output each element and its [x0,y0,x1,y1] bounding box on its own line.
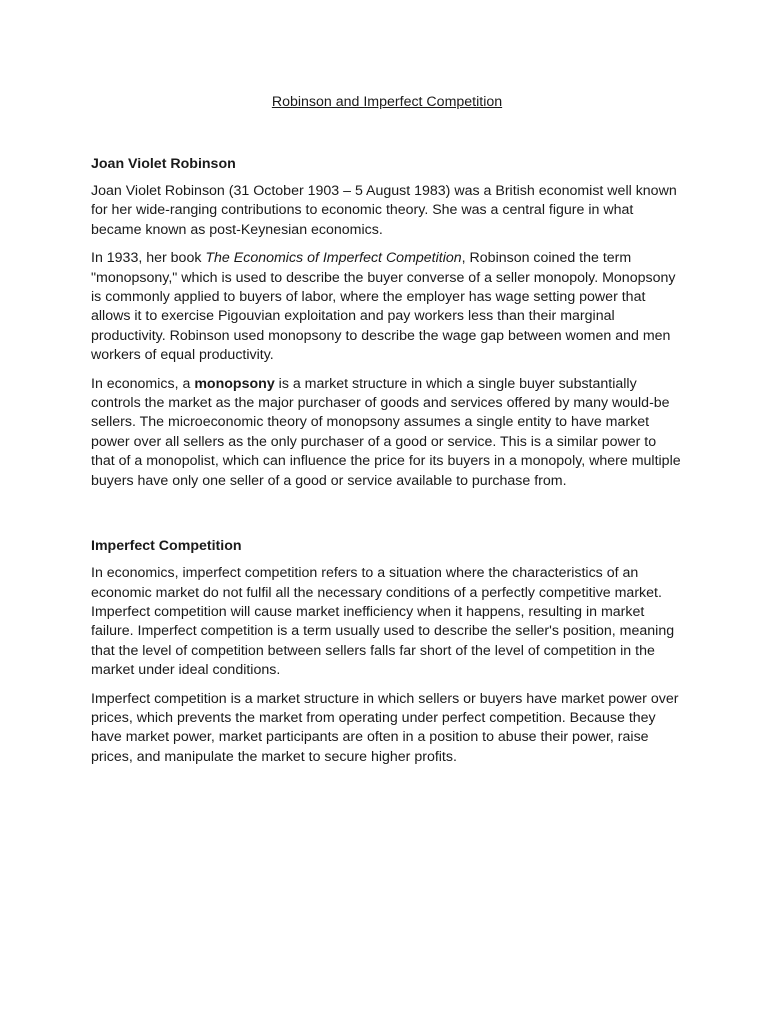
bold-term: monopsony [194,375,275,392]
paragraph [91,375,683,491]
text-run: is a market structure in which a single buyer substantially controls the market as the major purchaser of goods and services offered by many would-be sellers. The microeconomic theory of monopsony assumes a single entity to have market power over all sellers as the only purchaser of a good or service. This is a similar power to that of a monopolist, which can influence the price for its buyers in a monopoly, where multiple buyers have only one seller of a good or service available to purchase from. [91,375,681,489]
paragraph: Joan Violet Robinson (31 October 1903 – 5 August 1983) was a British economist well known for her wide-ranging contributions to economic theory. She was a central figure in what became known as post-Keynesian economics. [91,183,677,238]
section-heading: Imperfect Competition [91,538,242,555]
paragraph [91,249,683,365]
section-heading: Joan Violet Robinson [91,156,236,172]
section-robinson [91,154,683,491]
section-imperfect-competition [91,536,683,767]
text-run: In 1933, her book [91,250,206,267]
section-spacer [91,500,683,536]
document-title: Robinson and Imperfect Competition [271,94,503,110]
paragraph: In economics, imperfect competition refers to a situation where the characteristics of an economic market do not fulfil all the necessary conditions of a perfectly competitive market. Imperfect competition will cause market inefficiency when it happens, resulting in market failure. Imperfect competition is a term usually used to describe the seller's position, meaning that the level of competition between sellers falls far short of the level of competition in the market under ideal conditions. [91,565,675,679]
document-page [91,92,683,776]
paragraph: Imperfect competition is a market structure in which sellers or buyers have market power over prices, which prevents the market from operating under perfect competition. Because they have market power, market participants are often in a position to abuse their power, raise prices, and manipulate the market to secure higher profits. [91,690,679,765]
book-title-italic: The Economics of Imperfect Competition [205,250,462,267]
text-run: , Robinson coined the term "monopsony," which is used to describe the buyer converse of a seller monopoly. Monopsony is commonly applied to buyers of labor, where the employer has wage setting power that allows it to exercise Pigouvian exploitation and pay workers less than their marginal productivity. Robinson used monopsony to describe the wage gap between women and men workers of equal productivity. [91,250,676,364]
text-run: In economics, a [91,375,195,392]
